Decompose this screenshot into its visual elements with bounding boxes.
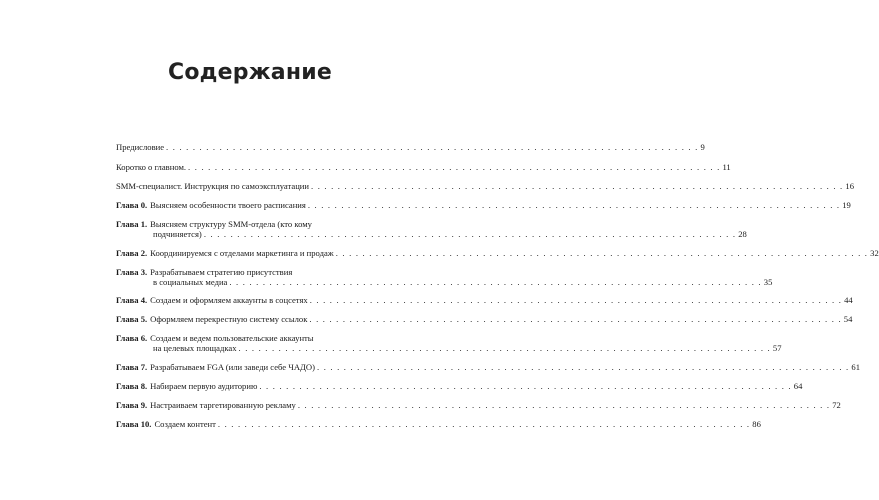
toc-entry-text [116,267,292,277]
toc-entry-title: Создаем контент [154,419,216,429]
toc-entry-text [116,248,334,258]
toc-page-number: 11 [722,162,731,172]
chapter-label: Глава 3. [116,267,148,277]
toc-entry-title: Создаем и ведем пользовательские аккаунты [150,333,314,343]
dot-leader [188,162,720,172]
chapter-label: Глава 9. [116,400,148,410]
toc-entry [116,142,705,152]
toc-page-number: 64 [793,381,803,391]
toc-entry [116,333,782,353]
dot-leader [166,142,698,152]
dot-leader [308,200,840,210]
toc-entry-text [116,295,308,305]
toc-entry [116,419,761,429]
toc-page-number: 72 [832,400,841,410]
toc-entry [116,400,841,410]
toc-entry-text [116,362,315,372]
toc-entry-title: SMM-специалист. Инструкция по самоэксплуатации [116,181,309,191]
dot-leader [309,314,841,324]
toc-page-number: 35 [763,277,773,287]
toc-entry-text [116,219,312,229]
toc-entry-text [116,400,296,410]
toc-entry-title-continued: в социальных медиа [153,277,228,287]
toc-entry-title: Набираем первую аудиторию [150,381,258,391]
toc-entry-text [116,419,216,429]
toc-entry-title: Выясняем структуру SMM-отдела (кто кому [150,219,312,229]
toc-entry [116,248,879,258]
toc-page-number: 61 [851,362,860,372]
toc-entry-title: Настраиваем таргетированную рекламу [150,400,296,410]
dot-leader [218,419,750,429]
toc-page-number: 57 [772,343,782,353]
toc-entry-title-continued: подчиняется) [153,229,202,239]
toc-entry-title: Разрабатываем FGA (или заведи себе ЧАДО) [150,362,315,372]
page-title: Содержание [168,60,332,85]
toc-entry [116,200,851,210]
chapter-label: Глава 8. [116,381,148,391]
toc-entry [116,295,853,305]
toc-page-number: 44 [844,295,853,305]
dot-leader [229,277,761,287]
chapter-label: Глава 4. [116,295,148,305]
chapter-label: Глава 0. [116,200,148,210]
toc-entry-text [116,314,307,324]
toc-entry [116,362,860,372]
toc-page-number: 28 [738,229,747,239]
toc-entry [116,381,803,391]
toc-entry [116,314,853,324]
dot-leader [298,400,830,410]
toc-entry-title: Разрабатываем стратегию присутствия [150,267,293,277]
toc-page-number: 19 [842,200,851,210]
chapter-label: Глава 10. [116,419,152,429]
dot-leader [311,181,843,191]
dot-leader [259,381,791,391]
toc-entry-title: Коротко о главном. [116,162,187,172]
toc-page-number: 9 [700,142,705,152]
dot-leader [204,229,736,239]
dot-leader [310,295,842,305]
toc-entry-title: Координируемся с отделами маркетинга и продаж [150,248,334,258]
chapter-label: Глава 7. [116,362,148,372]
toc-entry [116,181,854,191]
toc-entry-title: Создаем и оформляем аккаунты в соцсетях [150,295,308,305]
toc-entry-text [116,200,306,210]
toc-page-number: 16 [845,181,854,191]
toc-entry [116,162,731,172]
toc-entry-title: Оформляем перекрестную систему ссылок [150,314,308,324]
toc-page-number: 86 [752,419,761,429]
toc-entry-text [116,381,257,391]
chapter-label: Глава 2. [116,248,148,258]
toc-page-number: 54 [843,314,853,324]
dot-leader [239,343,771,353]
toc-entry-text [116,333,314,343]
dot-leader [336,248,868,258]
chapter-label: Глава 1. [116,219,148,229]
toc-entry [116,219,747,239]
dot-leader [317,362,849,372]
toc-entry-title: Предисловие [116,142,165,152]
chapter-label: Глава 5. [116,314,148,324]
chapter-label: Глава 6. [116,333,148,343]
toc-entry-title-continued: на целевых площадках [153,343,237,353]
toc-entry [116,267,773,287]
toc-page-number: 32 [870,248,879,258]
toc-entry-title: Выясняем особенности твоего расписания [150,200,306,210]
